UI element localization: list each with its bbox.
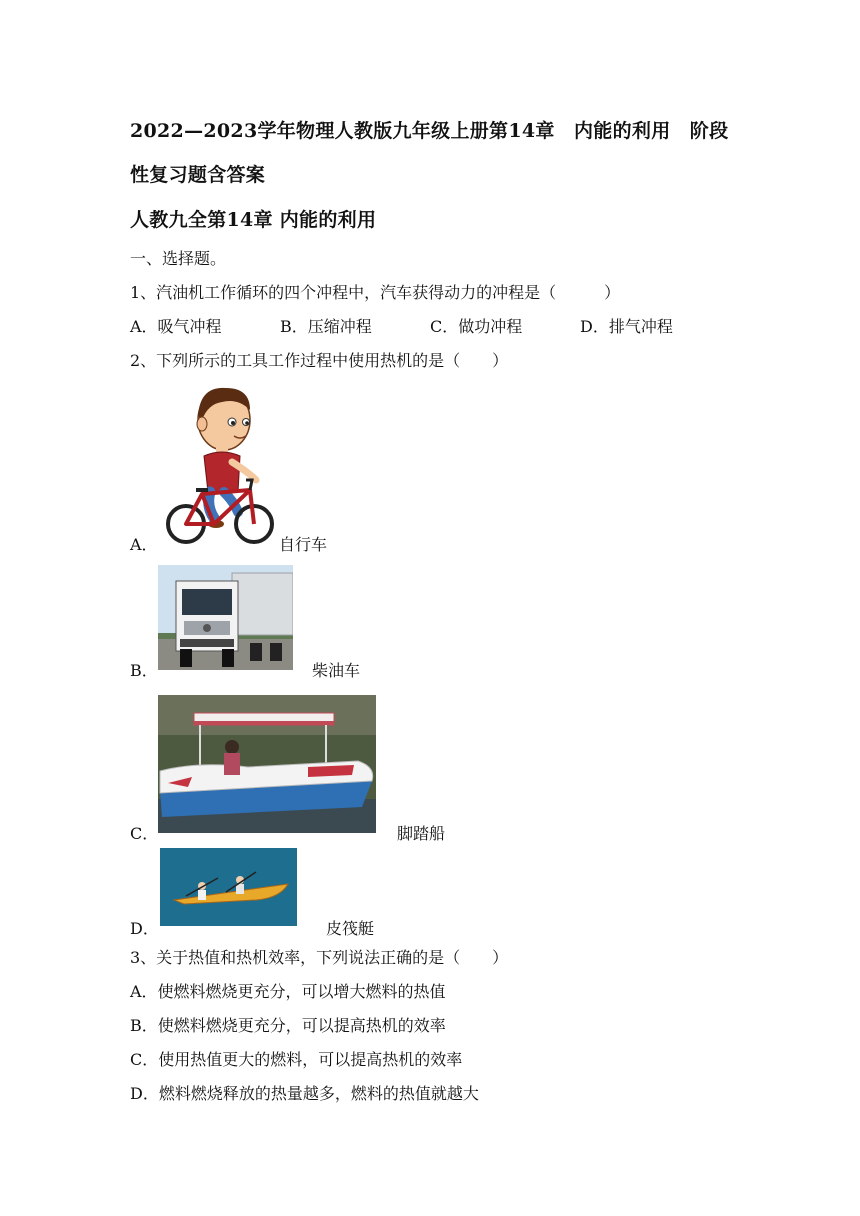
question-2-stem: 2、下列所示的工具工作过程中使用热机的是（ ） <box>130 351 509 370</box>
document-title-line-1: 2022—2023学年物理人教版九年级上册第14章 内能的利用 阶段 <box>130 120 729 142</box>
boy-on-bicycle-image <box>162 380 278 548</box>
question-1-stem: 1、汽油机工作循环的四个冲程中，汽车获得动力的冲程是（ ） <box>130 283 621 302</box>
question-3-stem: 3、关于热值和热机效率，下列说法正确的是（ ） <box>130 948 509 967</box>
question-2-option-d-letter: D． <box>130 919 159 938</box>
chapter-subtitle: 人教九全第14章 内能的利用 <box>130 209 377 231</box>
question-3-option-d: D．燃料燃烧释放的热量越多，燃料的热值就越大 <box>130 1084 479 1103</box>
question-2-option-c-caption: 脚踏船 <box>397 824 446 843</box>
question-1-option-a: A．吸气冲程 <box>130 317 222 336</box>
question-2-option-d-caption: 皮筏艇 <box>326 919 375 938</box>
question-2-option-a-caption: 自行车 <box>279 535 328 554</box>
question-1-option-b: B．压缩冲程 <box>280 317 372 336</box>
document-title-line-2: 性复习题含答案 <box>130 164 266 186</box>
question-2-option-c-letter: C． <box>130 824 159 843</box>
diesel-truck-image <box>158 565 293 670</box>
question-3-option-b: B．使燃料燃烧更充分，可以提高热机的效率 <box>130 1016 446 1035</box>
question-2-option-a-letter: A． <box>130 535 158 554</box>
kayak-image <box>160 848 297 926</box>
question-1-option-d: D．排气冲程 <box>580 317 673 336</box>
section-heading: 一、选择题。 <box>130 249 227 268</box>
question-1-option-c: C．做功冲程 <box>430 317 523 336</box>
question-2-option-b-caption: 柴油车 <box>312 661 361 680</box>
question-3-option-a: A．使燃料燃烧更充分，可以增大燃料的热值 <box>130 982 446 1001</box>
question-2-option-b-letter: B． <box>130 661 158 680</box>
pedal-boat-image <box>158 695 376 833</box>
question-3-option-c: C．使用热值更大的燃料，可以提高热机的效率 <box>130 1050 463 1069</box>
